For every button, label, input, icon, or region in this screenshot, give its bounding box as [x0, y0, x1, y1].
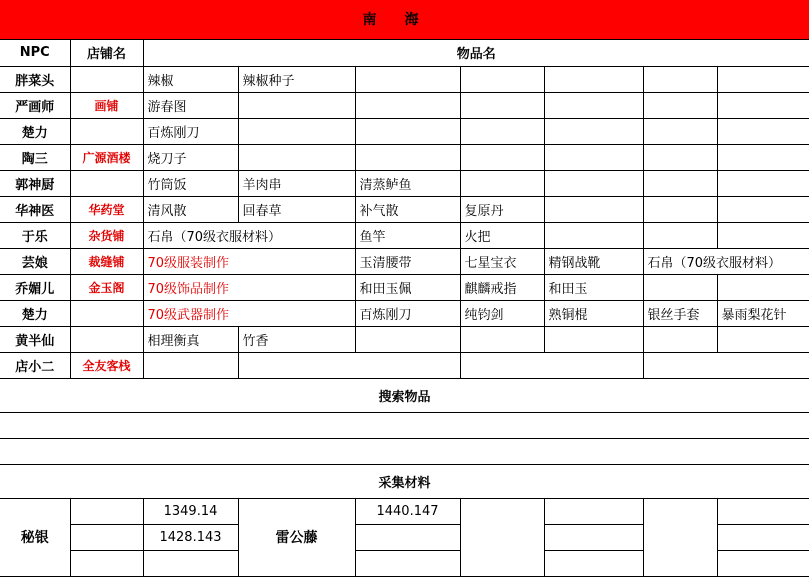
item-cell — [460, 118, 544, 144]
table-row — [0, 196, 809, 222]
item-cell: 游春图 — [143, 92, 238, 118]
gather-cell — [70, 498, 143, 524]
gather-cell — [544, 524, 643, 550]
material-name: 秘银 — [0, 498, 70, 576]
gather-cell — [355, 524, 460, 550]
gather-cell — [717, 498, 809, 524]
item-cell — [544, 196, 643, 222]
item-cell: 精钢战靴 — [544, 248, 643, 274]
item-cell — [355, 144, 460, 170]
item-cell: 清蒸鲈鱼 — [355, 170, 460, 196]
npc-shop-table — [0, 40, 809, 577]
table-row — [0, 274, 809, 300]
item-cell: 百炼刚刀 — [143, 118, 238, 144]
npc-name: 芸娘 — [0, 248, 70, 274]
gather-cell — [717, 524, 809, 550]
npc-name: 店小二 — [0, 352, 70, 378]
item-cell — [643, 92, 717, 118]
gather-cell — [643, 498, 717, 576]
npc-name: 于乐 — [0, 222, 70, 248]
item-cell — [717, 326, 809, 352]
item-cell — [643, 326, 717, 352]
item-cell — [544, 118, 643, 144]
item-cell — [643, 170, 717, 196]
item-cell — [643, 66, 717, 92]
shop-name: 杂货铺 — [70, 222, 143, 248]
coordinate-value: 1440.147 — [355, 498, 460, 524]
item-cell — [544, 326, 643, 352]
table-row — [0, 170, 809, 196]
table-row — [0, 352, 809, 378]
item-cell: 烧刀子 — [143, 144, 238, 170]
item-cell: 相理衡真 — [143, 326, 238, 352]
item-cell — [460, 326, 544, 352]
search-blank-cell — [0, 438, 809, 464]
header-row — [0, 40, 809, 66]
item-cell: 竹筒饭 — [143, 170, 238, 196]
item-cell — [717, 66, 809, 92]
npc-name: 陶三 — [0, 144, 70, 170]
item-cell: 辣椒种子 — [238, 66, 355, 92]
shop-column-header: 店铺名 — [70, 40, 143, 66]
item-cell — [643, 352, 809, 378]
item-cell — [717, 118, 809, 144]
item-cell — [643, 274, 717, 300]
shop-name: 全友客栈 — [70, 352, 143, 378]
coordinate-value: 1428.143 — [143, 524, 238, 550]
item-cell: 辣椒 — [143, 66, 238, 92]
item-cell — [238, 92, 355, 118]
table-row — [0, 248, 809, 274]
item-cell — [643, 118, 717, 144]
gather-cell — [544, 498, 643, 524]
item-cell — [238, 352, 460, 378]
coordinate-value: 1349.14 — [143, 498, 238, 524]
gather-cell — [544, 550, 643, 576]
item-cell — [355, 66, 460, 92]
item-cell — [544, 170, 643, 196]
search-section-title-row — [0, 378, 809, 412]
npc-name: 楚力 — [0, 118, 70, 144]
search-section-title: 搜索物品 — [0, 378, 809, 412]
item-cell: 石帛（70级衣服材料） — [643, 248, 809, 274]
item-cell — [460, 352, 643, 378]
shop-name — [70, 326, 143, 352]
item-cell — [717, 222, 809, 248]
shop-name: 华药堂 — [70, 196, 143, 222]
item-cell: 清风散 — [143, 196, 238, 222]
item-cell: 暴雨梨花针 — [717, 300, 809, 326]
table-row — [0, 144, 809, 170]
item-cell — [717, 144, 809, 170]
crafting-link[interactable]: 70级饰品制作 — [143, 274, 355, 300]
item-cell: 鱼竿 — [355, 222, 460, 248]
gather-row — [0, 498, 809, 524]
item-cell: 羊肉串 — [238, 170, 355, 196]
item-cell: 复原丹 — [460, 196, 544, 222]
search-blank-row — [0, 438, 809, 464]
npc-name: 华神医 — [0, 196, 70, 222]
item-cell: 纯钧剑 — [460, 300, 544, 326]
gather-section-title: 采集材料 — [0, 464, 809, 498]
item-cell: 火把 — [460, 222, 544, 248]
item-cell: 和田玉 — [544, 274, 643, 300]
npc-name: 严画师 — [0, 92, 70, 118]
shop-name — [70, 170, 143, 196]
npc-name: 黄半仙 — [0, 326, 70, 352]
gather-cell — [355, 550, 460, 576]
items-column-header: 物品名 — [143, 40, 809, 66]
item-cell: 银丝手套 — [643, 300, 717, 326]
gather-cell — [70, 524, 143, 550]
item-cell: 竹香 — [238, 326, 355, 352]
shop-name: 金玉阁 — [70, 274, 143, 300]
item-cell — [717, 196, 809, 222]
shop-name — [70, 66, 143, 92]
item-cell — [355, 326, 460, 352]
table-row — [0, 326, 809, 352]
item-cell: 和田玉佩 — [355, 274, 460, 300]
item-cell — [143, 352, 238, 378]
gather-cell — [70, 550, 143, 576]
item-cell — [717, 274, 809, 300]
npc-name: 郭神厨 — [0, 170, 70, 196]
item-cell — [544, 144, 643, 170]
npc-name: 胖菜头 — [0, 66, 70, 92]
item-cell — [238, 118, 355, 144]
item-cell — [544, 66, 643, 92]
crafting-link[interactable]: 70级武器制作 — [143, 300, 355, 326]
item-cell — [238, 144, 355, 170]
item-cell — [717, 170, 809, 196]
title-bar — [0, 0, 809, 40]
item-cell: 熟铜棍 — [544, 300, 643, 326]
item-cell — [460, 66, 544, 92]
item-cell — [544, 92, 643, 118]
search-blank-cell — [0, 412, 809, 438]
item-cell: 麒麟戒指 — [460, 274, 544, 300]
material-name: 雷公藤 — [238, 498, 355, 576]
table-row — [0, 92, 809, 118]
gather-cell — [460, 498, 544, 576]
region-title: 南海 — [362, 12, 447, 28]
table-row — [0, 66, 809, 92]
table-row — [0, 222, 809, 248]
item-cell — [544, 222, 643, 248]
item-cell: 七星宝衣 — [460, 248, 544, 274]
shop-name: 广源酒楼 — [70, 144, 143, 170]
gather-cell — [717, 550, 809, 576]
search-blank-row — [0, 412, 809, 438]
crafting-link[interactable]: 70级服装制作 — [143, 248, 355, 274]
item-cell — [355, 118, 460, 144]
gather-cell — [143, 550, 238, 576]
item-cell — [355, 92, 460, 118]
table-row — [0, 300, 809, 326]
shop-name — [70, 118, 143, 144]
item-cell — [460, 92, 544, 118]
item-cell — [643, 144, 717, 170]
item-cell: 补气散 — [355, 196, 460, 222]
item-cell: 石帛（70级衣服材料） — [143, 222, 355, 248]
shop-name: 画铺 — [70, 92, 143, 118]
table-row — [0, 118, 809, 144]
item-cell — [643, 222, 717, 248]
item-cell: 百炼刚刀 — [355, 300, 460, 326]
item-cell: 玉清腰带 — [355, 248, 460, 274]
item-cell — [643, 196, 717, 222]
item-cell — [717, 92, 809, 118]
item-cell — [460, 170, 544, 196]
item-cell: 回春草 — [238, 196, 355, 222]
shop-name — [70, 300, 143, 326]
shop-name: 裁缝铺 — [70, 248, 143, 274]
npc-name: 楚力 — [0, 300, 70, 326]
item-cell — [460, 144, 544, 170]
gather-section-title-row — [0, 464, 809, 498]
npc-name: 乔媚儿 — [0, 274, 70, 300]
npc-column-header: NPC — [0, 40, 70, 66]
